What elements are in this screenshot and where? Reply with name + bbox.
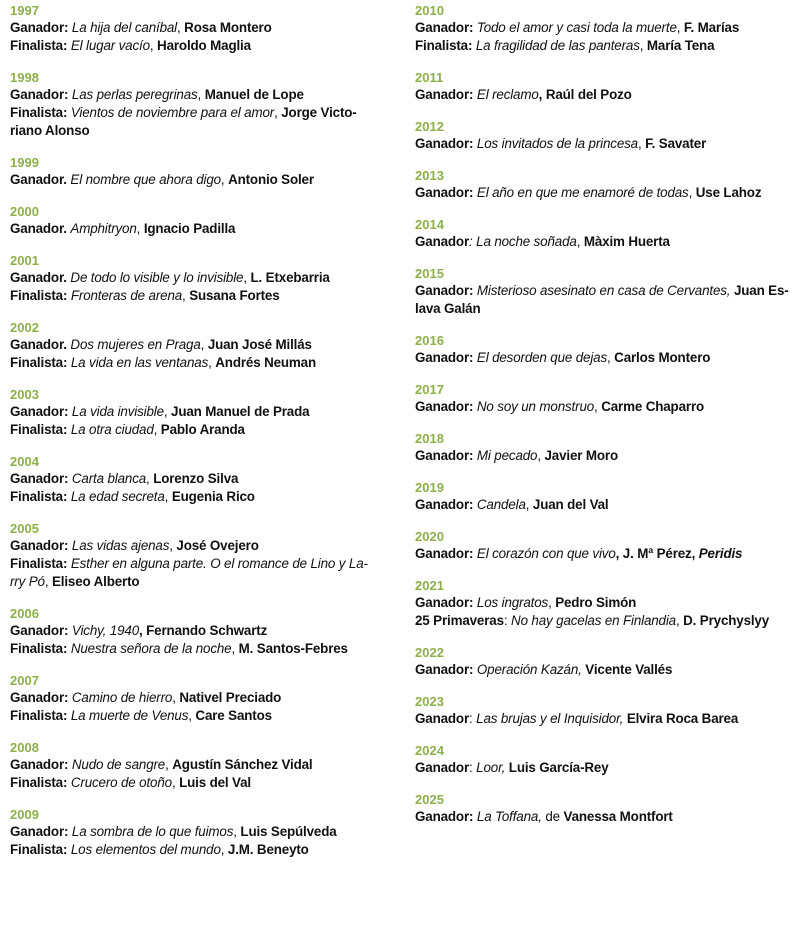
award-line [10,19,395,37]
award-label: Ganador: [415,20,474,35]
book-title: Los invitados de la princesa [476,136,638,151]
separator: , [177,20,185,35]
year-heading: 2015 [415,266,444,281]
year-heading: 2012 [415,119,444,134]
award-label: Finalista: [10,489,68,504]
separator: , [537,448,545,463]
award-entry [415,265,807,318]
separator: , [220,842,228,857]
award-label: Ganador. [10,337,67,352]
author-name: Luis Sepúlveda [240,824,337,839]
book-title: El nombre que ahora digo [70,172,221,187]
award-label: Ganador: [10,87,69,102]
award-line [415,710,807,728]
book-title: Misterioso asesinato en casa de Cervantes, [476,283,731,298]
author-name: Haroldo Maglia [157,38,251,53]
author-name: Jorge Victo- [281,105,357,120]
award-line [10,37,395,55]
award-label: Ganador: [10,757,69,772]
separator: de [541,809,564,824]
separator: , [169,538,177,553]
separator: , [171,775,180,790]
separator: , [274,105,282,120]
book-title: No hay gacelas en Finlandia [511,613,676,628]
book-title: Camino de hierro [71,690,173,705]
separator: , [164,489,172,504]
author-name: Fernando Schwartz [146,623,268,638]
award-label: Finalista: [10,775,68,790]
author-name: F. Marías [683,20,740,35]
award-label: Ganador: [10,623,69,638]
award-label: Ganador. [10,270,67,285]
book-title: La noche soñada [476,234,577,249]
award-label: Finalista: [10,708,68,723]
award-label: Ganador: [10,538,69,553]
book-title: Fronteras de arena [70,288,183,303]
separator: , [197,87,205,102]
author-name: Andrés Neuman [215,355,317,370]
award-label: Finalista: [10,641,68,656]
separator: , [172,690,180,705]
award-line [10,841,395,859]
award-line [415,349,807,367]
award-entry [10,453,395,506]
author-name: F. Savater [645,136,707,151]
year-heading: 2021 [415,578,444,593]
award-entry [415,742,807,777]
author-name: Juan Es- [733,283,789,298]
author-name: Vicente Vallés [585,662,673,677]
award-label: Ganador: [10,20,69,35]
award-entry [415,577,807,630]
award-label: Ganador: [415,448,474,463]
separator: , [44,574,52,589]
separator: , [607,350,615,365]
award-line [10,573,395,591]
author-name: J. Mª Pérez, [622,546,699,561]
year-heading: 1998 [10,70,39,85]
award-line [10,354,395,372]
award-label: Ganador: [415,546,474,561]
award-line [10,287,395,305]
separator: , [200,337,208,352]
separator: : [503,613,512,628]
year-heading: 2016 [415,333,444,348]
award-entry [10,319,395,372]
award-entry [415,644,807,679]
award-label: Ganador [415,711,470,726]
separator: , [163,404,172,419]
author-name: Pedro Simón [555,595,637,610]
award-line [415,808,807,826]
year-heading: 2014 [415,217,444,232]
separator: : [469,760,477,775]
year-heading: 2018 [415,431,444,446]
book-title: Carta blanca [71,471,147,486]
award-label: Finalista: [10,556,68,571]
book-title: La fragilidad de las panteras [475,38,640,53]
award-entry [10,69,395,140]
award-entry [415,69,807,104]
year-heading: 1999 [10,155,39,170]
award-label: Ganador: [10,471,69,486]
award-line [10,707,395,725]
book-title: De todo lo visible y lo invisible [70,270,244,285]
award-entry [10,672,395,725]
book-title: Crucero de otoño [70,775,172,790]
author-name: Juan José Millás [207,337,312,352]
book-title: La hija del caníbal [71,20,178,35]
separator: , [220,172,229,187]
award-entry [415,693,807,728]
award-line [10,122,395,140]
author-name: Use Lahoz [695,185,762,200]
award-entry [415,118,807,153]
author-name: José Ovejero [176,538,259,553]
separator: , [146,471,154,486]
author-name: María Tena [646,38,715,53]
book-title: Operación Kazán, [476,662,582,677]
year-heading: 2020 [415,529,444,544]
award-line [415,612,807,630]
award-line [415,496,807,514]
author-name: Juan Manuel de Prada [171,404,310,419]
year-heading: 2017 [415,382,444,397]
author-name: M. Santos-Febres [238,641,348,656]
book-title: No soy un monstruo [476,399,595,414]
award-line [10,756,395,774]
award-line [415,398,807,416]
year-heading: 2007 [10,673,39,688]
author-name: Ignacio Padilla [143,221,236,236]
book-title: La vida en las ventanas [70,355,209,370]
year-heading: 2023 [415,694,444,709]
award-entry [10,154,395,189]
book-title: Vientos de noviembre para el amor [70,105,275,120]
year-heading: 2000 [10,204,39,219]
author-name: Elvira Roca Barea [626,711,739,726]
separator: , [243,270,251,285]
author-name: Nativel Preciado [179,690,282,705]
award-entry [415,430,807,465]
year-heading: 1997 [10,3,39,18]
award-label: Finalista: [10,105,68,120]
separator: , [188,708,196,723]
author-name: Pablo Aranda [160,422,245,437]
award-label: Ganador. [10,172,67,187]
author-name: Javier Moro [544,448,619,463]
award-line [10,823,395,841]
book-title: Dos mujeres en Praga [70,337,201,352]
year-heading: 2002 [10,320,39,335]
award-line [10,555,395,573]
author-name: L. Etxebarria [250,270,330,285]
award-label: Ganador: [415,497,474,512]
award-label: Ganador: [415,595,474,610]
author-name: Eliseo Alberto [51,574,140,589]
separator: , [231,641,239,656]
author-name: Manuel de Lope [204,87,304,102]
book-title: Las perlas peregrinas [71,87,198,102]
award-entry [415,216,807,251]
author-name: lava Galán [415,301,481,316]
award-line [10,104,395,122]
award-line [415,759,807,777]
award-line [10,470,395,488]
award-entry [10,386,395,439]
separator: , [576,234,584,249]
author-name: riano Alonso [10,123,90,138]
award-line [415,86,807,104]
year-heading: 2008 [10,740,39,755]
award-entry [10,806,395,859]
book-title: Las brujas y el Inquisidor, [476,711,624,726]
award-entry [10,252,395,305]
award-line [10,403,395,421]
award-line [415,545,807,563]
author-name: Antonio Soler [228,172,314,187]
book-title: La otra ciudad [70,422,154,437]
author-name: Vanessa Montfort [563,809,673,824]
award-line [415,447,807,465]
year-heading: 2022 [415,645,444,660]
separator: , [233,824,241,839]
book-title: El corazón con que vivo [476,546,616,561]
book-title: Nuestra señora de la noche [70,641,232,656]
award-line [10,537,395,555]
book-title: Las vidas ajenas [71,538,170,553]
award-label: Finalista: [10,842,68,857]
award-line [415,135,807,153]
book-title: La Toffana, [476,809,542,824]
separator: , [208,355,216,370]
award-entry [415,2,807,55]
award-line [415,184,807,202]
year-heading: 2013 [415,168,444,183]
separator: , [153,422,161,437]
award-line [10,421,395,439]
author-name: Carlos Montero [614,350,711,365]
award-label: Ganador: [415,809,474,824]
award-line [10,640,395,658]
award-label: Ganador [415,760,470,775]
award-line [415,19,807,37]
separator: , [136,221,144,236]
award-line [10,336,395,354]
award-entry [415,167,807,202]
award-line [10,689,395,707]
author-name: Luis García-Rey [508,760,609,775]
award-label: Ganador: [415,136,474,151]
book-title: Vichy, 1940 [71,623,139,638]
author-name: Care Santos [195,708,272,723]
award-line [10,220,395,238]
award-entry [10,605,395,658]
year-heading: 2001 [10,253,39,268]
separator: : [469,711,477,726]
author-name: Juan del Val [532,497,609,512]
book-title: Candela [476,497,526,512]
separator: , [675,613,684,628]
award-line [415,37,807,55]
book-title: Todo el amor y casi toda la muerte [476,20,677,35]
award-line [415,594,807,612]
year-heading: 2009 [10,807,39,822]
book-title: El desorden que dejas [476,350,608,365]
award-label: Ganador: [415,185,474,200]
award-line [415,282,807,300]
award-label: Ganador: [415,87,474,102]
left-column [10,2,395,873]
year-heading: 2019 [415,480,444,495]
separator: , [548,595,556,610]
author-name: , [615,546,623,561]
award-label: Ganador: [10,824,69,839]
award-label: Ganador: [10,404,69,419]
award-label: Ganador: [415,662,474,677]
award-line [415,233,807,251]
award-entry [415,791,807,826]
award-label: Finalista: [10,288,68,303]
award-entry [10,739,395,792]
award-line [415,661,807,679]
book-title: Mi pecado [476,448,538,463]
award-line [10,171,395,189]
separator: , [594,399,602,414]
year-heading: 2003 [10,387,39,402]
award-label: Ganador: [415,283,474,298]
author-name: D. Prychyslyy [683,613,770,628]
book-title: El reclamo [476,87,539,102]
year-heading: 2024 [415,743,444,758]
award-entry [415,381,807,416]
award-entry [10,203,395,238]
award-line [415,300,807,318]
separator: , [182,288,190,303]
author-name: , [538,87,546,102]
book-title: Los elementos del mundo [70,842,221,857]
award-label: Ganador: [415,399,474,414]
separator: , [525,497,533,512]
separator: , [676,20,684,35]
year-heading: 2006 [10,606,39,621]
book-title: Nudo de sangre [71,757,166,772]
year-heading: 2025 [415,792,444,807]
award-line [10,269,395,287]
year-heading: 2004 [10,454,39,469]
separator: , [637,136,646,151]
award-label: Ganador [415,234,470,249]
separator: , [688,185,696,200]
author-name: Agustín Sánchez Vidal [172,757,313,772]
right-column [415,2,807,840]
author-name: Màxim Huerta [583,234,670,249]
award-line [10,86,395,104]
award-label: Finalista: [415,38,473,53]
award-entry [415,528,807,563]
author-name: Carme Chaparro [601,399,705,414]
award-label: Ganador: [415,350,474,365]
author-name: Lorenzo Silva [153,471,239,486]
award-entry [10,2,395,55]
author-name: Luis del Val [179,775,251,790]
book-title: Loor, [476,760,506,775]
book-title: El lugar vacío [70,38,150,53]
book-title: La vida invisible [71,404,164,419]
book-title: La edad secreta [70,489,165,504]
year-heading: 2011 [415,70,444,85]
book-title: Peridis [698,546,743,561]
book-title: Los ingratos [476,595,549,610]
award-line [10,488,395,506]
author-name: Raúl del Pozo [545,87,632,102]
book-title: La sombra de lo que fuimos [71,824,234,839]
award-label: Finalista: [10,355,68,370]
year-heading: 2010 [415,3,444,18]
book-title: El año en que me enamoré de todas [476,185,689,200]
award-entry [415,332,807,367]
separator: , [165,757,173,772]
award-label: Ganador: [10,690,69,705]
award-label: Finalista: [10,422,68,437]
award-entry [415,479,807,514]
author-name: Rosa Montero [184,20,272,35]
book-title: La muerte de Venus [70,708,189,723]
award-entry [10,520,395,591]
separator: , [639,38,647,53]
book-title: : [469,234,473,249]
year-heading: 2005 [10,521,39,536]
author-name: Susana Fortes [189,288,280,303]
book-title: Esther en alguna parte. O el romance de Lino y La- [70,556,368,571]
award-line [10,622,395,640]
author-name: J.M. Beneyto [227,842,309,857]
author-name: Eugenia Rico [171,489,255,504]
award-label: Finalista: [10,38,68,53]
award-label: Ganador. [10,221,67,236]
award-label: 25 Primaveras [415,613,504,628]
book-title: Amphitryon [70,221,137,236]
separator: , [149,38,158,53]
award-line [10,774,395,792]
book-title: rry Pó [10,574,45,589]
author-name: , [139,623,147,638]
